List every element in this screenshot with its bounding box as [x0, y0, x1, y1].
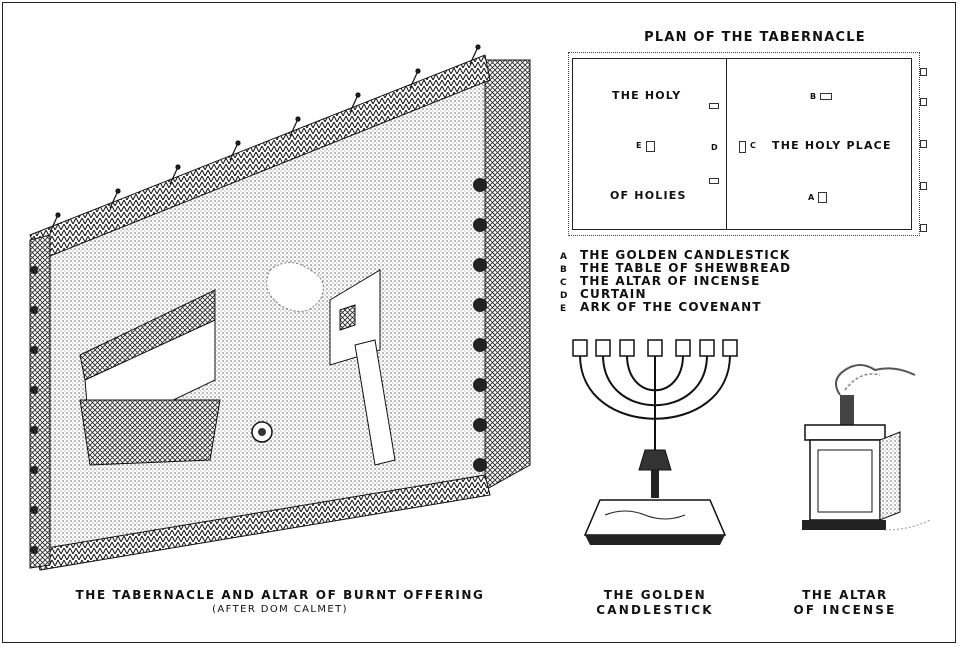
plan-mark-c: C	[750, 141, 758, 150]
legend-item: B THE TABLE OF SHEWBREAD	[560, 261, 792, 275]
candlestick-caption-line2: CANDLESTICK	[596, 603, 714, 617]
tabernacle-plan	[568, 48, 936, 243]
curtain-marker-top	[709, 103, 719, 109]
legend-item: D CURTAIN	[560, 287, 647, 301]
candlestick-illustration	[565, 330, 745, 560]
ark-marker	[646, 141, 655, 152]
plan-mark-a: A	[808, 193, 816, 202]
post-marker	[920, 182, 927, 190]
altar-caption-line1: THE ALTAR	[802, 588, 888, 602]
legend-item: C THE ALTAR OF INCENSE	[560, 274, 761, 288]
altar-marker	[739, 141, 746, 153]
candlestick-caption-line1: THE GOLDEN	[603, 588, 707, 602]
plan-label-holy: THE HOLY	[612, 89, 682, 102]
altar-illustration	[790, 360, 940, 560]
post-marker	[920, 140, 927, 148]
plan-legend	[560, 248, 840, 313]
tabernacle-subcaption: (AFTER DOM CALMET)	[212, 604, 348, 615]
plan-title: PLAN OF THE TABERNACLE	[644, 30, 866, 45]
plan-mark-e: E	[636, 141, 643, 150]
plan-mark-d: D	[711, 143, 719, 152]
candlestick-marker	[818, 192, 827, 203]
legend-item: A THE GOLDEN CANDLESTICK	[560, 248, 791, 262]
plan-mark-b: B	[810, 92, 818, 101]
altar-caption-line2: OF INCENSE	[793, 603, 897, 617]
plan-label-of-holies: OF HOLIES	[610, 189, 687, 202]
post-marker	[920, 98, 927, 106]
plan-curtain-divider	[726, 58, 727, 230]
plan-label-holy-place: THE HOLY PLACE	[772, 139, 892, 152]
tabernacle-illustration	[10, 20, 570, 600]
curtain-marker-bottom	[709, 178, 719, 184]
post-marker	[920, 224, 927, 232]
legend-item: E ARK OF THE COVENANT	[560, 300, 762, 314]
post-marker	[920, 68, 927, 76]
tabernacle-caption: THE TABERNACLE AND ALTAR OF BURNT OFFERING	[75, 588, 485, 602]
table-marker	[820, 93, 832, 100]
